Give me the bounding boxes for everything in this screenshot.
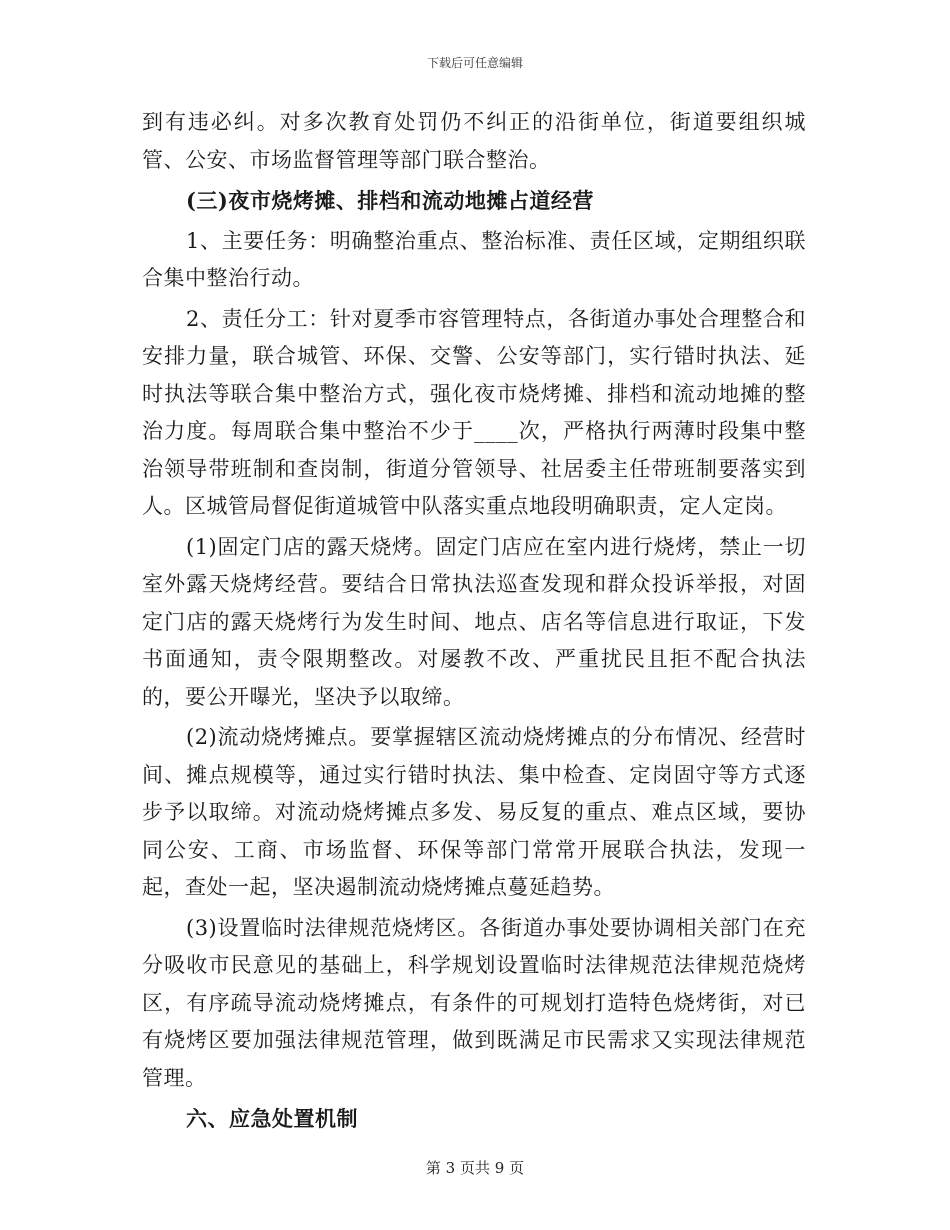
paragraph-main-task: 1、主要任务：明确整治重点、整治标准、责任区域，定期组织联合集中整治行动。 — [142, 228, 806, 290]
section-heading-6: 六、应急处置机制 — [186, 1106, 358, 1131]
section-heading-3: (三)夜市烧烤摊、排档和流动地摊占道经营 — [186, 188, 594, 213]
document-body — [142, 104, 806, 1138]
paragraph-item-3: (3)设置临时法律规范烧烤区。各街道办事处要协调相关部门在充分吸收市民意见的基础上，科学规划设置临时法律规范法律规范烧烤区，有序疏导流动烧烤摊点，有条件的可规划打造特色烧烤街，对已有烧烤区要加强法律规范管理，做到既满足市民需求又实现法律规范管理。 — [142, 915, 806, 1090]
paragraph-responsibility: 2、责任分工：针对夏季市容管理特点，各街道办事处合理整合和安排力量，联合城管、环保、交警、公安等部门，实行错时执法、延时执法等联合集中整治方式，强化夜市烧烤摊、排档和流动地摊的整治力度。每周联合集中整治不少于____次，严格执行两薄时段集中整治领导带班制和查岗制，街道分管领导、社居委主任带班制要落实到人。区城管局督促街道城管中队落实重点地段明确职责，定人定岗。 — [142, 306, 806, 518]
page-header: 下载后可任意编辑 — [426, 56, 523, 70]
paragraph-continuation: 到有违必纠。对多次教育处罚仍不纠正的沿街单位，街道要组织城管、公安、市场监督管理等部门联合整治。 — [142, 110, 806, 172]
page-footer: 第 3 页共 9 页 — [425, 1159, 525, 1177]
paragraph-item-2: (2)流动烧烤摊点。要掌握辖区流动烧烤摊点的分布情况、经营时间、摊点规模等，通过实行错时执法、集中检查、定岗固守等方式逐步予以取缔。对流动烧烤摊点多发、易反复的重点、难点区域，要协同公安、工商、市场监督、环保等部门常常开展联合执法，发现一起，查处一起，坚决遏制流动烧烤摊点蔓延趋势。 — [142, 725, 806, 899]
paragraph-item-1: (1)固定门店的露天烧烤。固定门店应在室内进行烧烤，禁止一切室外露天烧烤经营。要结合日常执法巡查发现和群众投诉举报，对固定门店的露天烧烤行为发生时间、地点、店名等信息进行取证，下发书面通知，责令限期整改。对屡教不改、严重扰民且拒不配合执法的，要公开曝光，坚决予以取缔。 — [142, 534, 806, 709]
